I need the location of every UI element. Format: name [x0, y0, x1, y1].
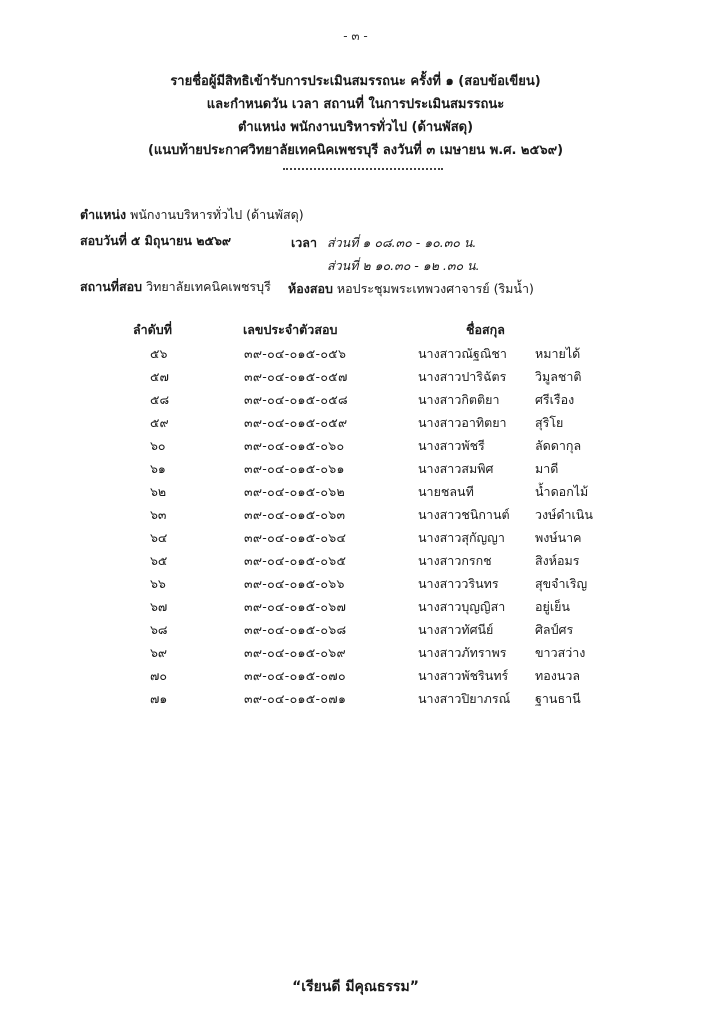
exam-id-cell: ๓๙-๐๔-๐๑๕-๐๖๐ — [244, 438, 345, 453]
exam-id-cell: ๓๙-๐๔-๐๑๕-๐๖๔ — [244, 530, 347, 545]
exam-date-row — [80, 233, 231, 249]
table-header — [0, 320, 711, 340]
first-name-cell: นางสาวบุญญิสา — [418, 599, 506, 614]
last-name-cell: สุริโย — [535, 415, 564, 430]
last-name-cell: ทองนวล — [535, 668, 581, 683]
last-name-cell: ขาวสว่าง — [535, 645, 586, 660]
table-row — [0, 390, 711, 413]
last-name-cell: อยู่เย็น — [535, 599, 570, 614]
table-row — [0, 459, 711, 482]
header-line-4: (แนบท้ายประกาศวิทยาลัยเทคนิคเพชรบุรี ลงวันที่ ๓ เมษายน พ.ศ. ๒๕๖๙) — [147, 143, 564, 158]
first-name-cell: นางสาววรินทร — [418, 576, 499, 591]
table-row — [0, 666, 711, 689]
exam-id-cell: ๓๙-๐๔-๐๑๕-๐๖๑ — [244, 461, 345, 476]
header-exam-id: เลขประจำตัวสอบ — [243, 322, 338, 337]
order-cell: ๕๗ — [150, 369, 169, 384]
exam-date-label: สอบวันที่ — [80, 233, 127, 248]
last-name-cell: ศรีเรือง — [535, 392, 575, 407]
table-row — [0, 436, 711, 459]
order-cell: ๕๙ — [150, 415, 169, 430]
exam-id-cell: ๓๙-๐๔-๐๑๕-๐๗๐ — [244, 668, 346, 683]
table-row — [0, 528, 711, 551]
last-name-cell: วงษ์ดำเนิน — [535, 507, 593, 522]
table-row — [0, 574, 711, 597]
table-row — [0, 344, 711, 367]
order-cell: ๖๖ — [150, 576, 166, 591]
order-cell: ๕๖ — [150, 346, 168, 361]
first-name-cell: นางสาวสมพิศ — [418, 461, 494, 476]
table-row — [0, 597, 711, 620]
table-row — [0, 620, 711, 643]
last-name-cell: น้ำดอกไม้ — [535, 484, 589, 499]
table-body — [0, 344, 711, 712]
last-name-cell: มาดี — [535, 461, 559, 476]
exam-room-value: หอประชุมพระเทพวงศาจารย์ (ริมน้ำ) — [336, 281, 534, 296]
exam-room-label: ห้องสอบ — [288, 281, 333, 296]
first-name-cell: นายชลนที — [418, 484, 474, 499]
exam-place-value: วิทยาลัยเทคนิคเพชรบุรี — [146, 279, 271, 294]
exam-id-cell: ๓๙-๐๔-๐๑๕-๐๖๘ — [244, 622, 347, 637]
position-label: ตำแหน่ง — [80, 207, 127, 222]
motto: “เรียนดี มีคุณธรรม” — [292, 979, 419, 995]
order-cell: ๖๔ — [150, 530, 168, 545]
table-row — [0, 643, 711, 666]
exam-id-cell: ๓๙-๐๔-๐๑๕-๐๕๖ — [244, 346, 347, 361]
order-cell: ๖๒ — [150, 484, 167, 499]
last-name-cell: พงษ์นาค — [535, 530, 582, 545]
document-header — [0, 70, 711, 162]
exam-id-cell: ๓๙-๐๔-๐๑๕-๐๗๑ — [244, 691, 347, 706]
dotted-divider — [283, 168, 443, 170]
order-cell: ๗๑ — [150, 691, 168, 706]
order-cell: ๕๘ — [150, 392, 170, 407]
last-name-cell: สิงห์อมร — [535, 553, 580, 568]
exam-place-label: สถานที่สอบ — [80, 279, 143, 294]
last-name-cell: ลัดดากุล — [535, 438, 582, 453]
first-name-cell: นางสาวสุกัญญา — [418, 530, 505, 545]
header-order: ลำดับที่ — [133, 322, 172, 337]
first-name-cell: นางสาวพัชรินทร์ — [418, 668, 509, 683]
last-name-cell: วิมูลชาติ — [535, 369, 582, 384]
first-name-cell: นางสาวปาริฉัตร — [418, 369, 507, 384]
exam-id-cell: ๓๙-๐๔-๐๑๕-๐๕๘ — [244, 392, 348, 407]
first-name-cell: นางสาวปิยาภรณ์ — [418, 691, 511, 706]
order-cell: ๖๘ — [150, 622, 168, 637]
table-row — [0, 413, 711, 436]
first-name-cell: นางสาวทัศนีย์ — [418, 622, 494, 637]
header-line-1: รายชื่อผู้มีสิทธิเข้ารับการประเมินสมรรถนะ ครั้งที่ ๑ (สอบข้อเขียน) — [170, 74, 541, 89]
header-line-2: และกำหนดวัน เวลา สถานที่ ในการประเมินสมรรถนะ — [206, 97, 505, 112]
position-row — [80, 207, 304, 223]
order-cell: ๖๕ — [150, 553, 168, 568]
exam-place-row — [80, 279, 271, 295]
first-name-cell: นางสาวณัฐณิชา — [418, 346, 507, 361]
exam-id-cell: ๓๙-๐๔-๐๑๕-๐๖๙ — [244, 645, 346, 660]
exam-room — [288, 279, 534, 299]
order-cell: ๖๑ — [150, 461, 166, 476]
exam-date-value: ๕ มิถุนายน ๒๕๖๙ — [130, 233, 232, 248]
table-row — [0, 551, 711, 574]
first-name-cell: นางสาวกรกช — [418, 553, 492, 568]
exam-id-cell: ๓๙-๐๔-๐๑๕-๐๕๙ — [244, 415, 348, 430]
table-row — [0, 482, 711, 505]
exam-id-cell: ๓๙-๐๔-๐๑๕-๐๖๖ — [244, 576, 345, 591]
last-name-cell: ศิลป์ศร — [535, 622, 574, 637]
first-name-cell: นางสาวกิตติยา — [418, 392, 500, 407]
header-full-name: ชื่อสกุล — [466, 322, 505, 337]
position-value: พนักงานบริหารทั่วไป (ด้านพัสดุ) — [130, 207, 304, 222]
table-row — [0, 689, 711, 712]
last-name-cell: หมายได้ — [535, 346, 581, 361]
exam-id-cell: ๓๙-๐๔-๐๑๕-๐๕๗ — [244, 369, 348, 384]
order-cell: ๖๗ — [150, 599, 168, 614]
session-1-time: ส่วนที่ ๑ ๐๘.๓๐ - ๑๐.๓๐ น. — [327, 235, 477, 250]
exam-id-cell: ๓๙-๐๔-๐๑๕-๐๖๗ — [244, 599, 347, 614]
header-line-3: ตำแหน่ง พนักงานบริหารทั่วไป (ด้านพัสดุ) — [237, 120, 474, 135]
order-cell: ๖๙ — [150, 645, 168, 660]
table-row — [0, 505, 711, 528]
order-cell: ๖๓ — [150, 507, 167, 522]
exam-id-cell: ๓๙-๐๔-๐๑๕-๐๖๒ — [244, 484, 346, 499]
time-label: เวลา — [291, 235, 317, 250]
first-name-cell: นางสาวภัทราพร — [418, 645, 507, 660]
last-name-cell: สุขจำเริญ — [535, 576, 588, 591]
order-cell: ๗๐ — [150, 668, 168, 683]
order-cell: ๖๐ — [150, 438, 166, 453]
exam-id-cell: ๓๙-๐๔-๐๑๕-๐๖๓ — [244, 507, 346, 522]
first-name-cell: นางสาวพัชรี — [418, 438, 485, 453]
first-name-cell: นางสาวอาทิตยา — [418, 415, 507, 430]
first-name-cell: นางสาวชนิกานต์ — [418, 507, 510, 522]
exam-id-cell: ๓๙-๐๔-๐๑๕-๐๖๕ — [244, 553, 347, 568]
session-2-time: ส่วนที่ ๒ ๑๐.๓๐ - ๑๒ .๓๐ น. — [327, 258, 480, 273]
table-row — [0, 367, 711, 390]
page-number: - ๓ - — [343, 29, 368, 43]
last-name-cell: ฐานธานี — [535, 691, 581, 706]
